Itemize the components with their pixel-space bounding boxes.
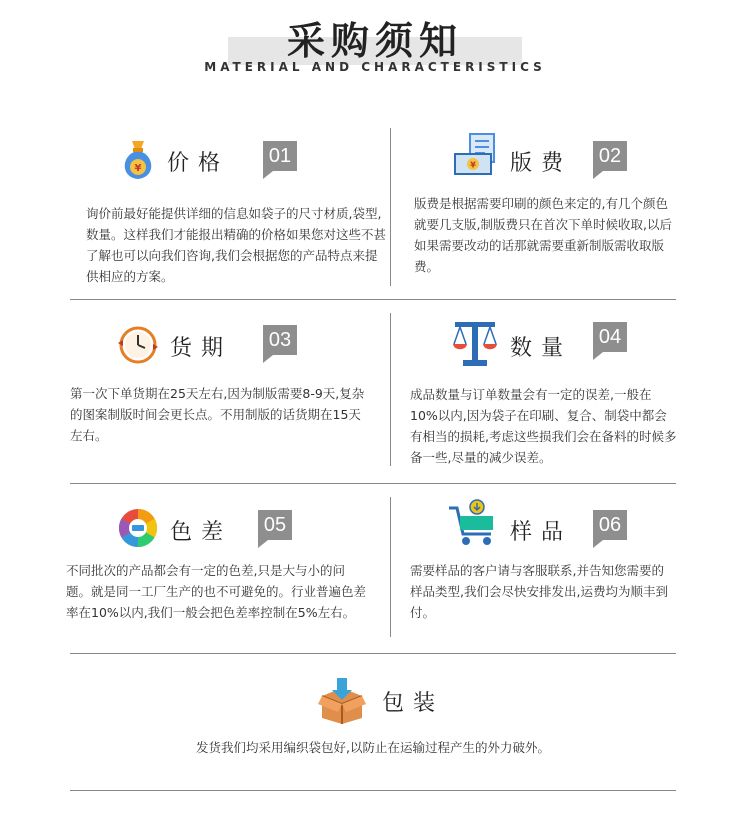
- page-title: 采购须知: [286, 19, 463, 63]
- section-title: 色差: [170, 520, 233, 545]
- clock-icon: [116, 323, 160, 367]
- section-description: 询价前最好能提供详细的信息如袋子的尺寸材质,袋型,数量。这样我们才能报出精确的价格如果您对这些不甚了解也可以向我们咨询,我们会根据您的产品特点来提供相应的方案。: [86, 206, 387, 284]
- section-number-badge: 01: [263, 141, 297, 171]
- section-title: 货期: [170, 336, 233, 361]
- section-title: 样品: [510, 520, 573, 545]
- section-number-badge: 02: [593, 141, 627, 171]
- section-title: 版费: [510, 151, 573, 176]
- section-number-badge: 04: [593, 322, 627, 352]
- shopping-cart-icon: [447, 498, 499, 550]
- balance-scale-icon: [450, 318, 500, 370]
- divider-col-1: [390, 128, 391, 286]
- section-number-badge: 03: [263, 325, 297, 355]
- svg-text:¥: ¥: [470, 160, 476, 170]
- divider-col-2: [390, 313, 391, 466]
- banknote-invoice-icon: [452, 132, 498, 178]
- money-bag-icon: [118, 137, 158, 181]
- svg-text:¥: ¥: [134, 163, 142, 174]
- section-description: 第一次下单货期在25天左右,因为制版需要8-9天,复杂的图案制版时间会更长点。不用制版的话货期在15天左右。: [70, 386, 365, 443]
- divider-row-1: [70, 299, 676, 300]
- section-title: 价格: [167, 151, 230, 176]
- section-title: 包装: [382, 691, 445, 716]
- section-description: 成品数量与订单数量会有一定的误差,一般在10%以内,因为袋子在印刷、复合、制袋中都会有相当的损耗,考虑这些损我们会在备料的时候多备一些,尽量的减少误差。: [410, 387, 677, 465]
- page-subtitle: MATERIAL AND CHARACTERISTICS: [204, 60, 546, 74]
- section-title: 数量: [510, 336, 573, 361]
- divider-row-3: [70, 653, 676, 654]
- color-wheel-icon: [116, 506, 160, 550]
- section-description: 发货我们均采用编织袋包好,以防止在运输过程产生的外力破外。: [196, 740, 550, 755]
- section-description: 需要样品的客户请与客服联系,并告知您需要的样品类型,我们会尽快安排发出,运费均为顺丰到付。: [410, 563, 668, 620]
- divider-row-2: [70, 483, 676, 484]
- section-description: 版费是根据需要印刷的颜色来定的,有几个颜色就要几支版,制版费只在首次下单时候收取,以后如果需要改动的话那就需要重新制版需收取版费。: [414, 196, 672, 274]
- section-number-badge: 06: [593, 510, 627, 540]
- divider-bottom: [70, 790, 676, 791]
- section-description: 不同批次的产品都会有一定的色差,只是大与小的问题。就是同一工厂生产的也不可避免的。行业普遍色差率在10%以内,我们一般会把色差率控制在5%左右。: [66, 563, 367, 620]
- package-box-icon: [316, 676, 368, 726]
- divider-col-3: [390, 497, 391, 637]
- section-number-badge: 05: [258, 510, 292, 540]
